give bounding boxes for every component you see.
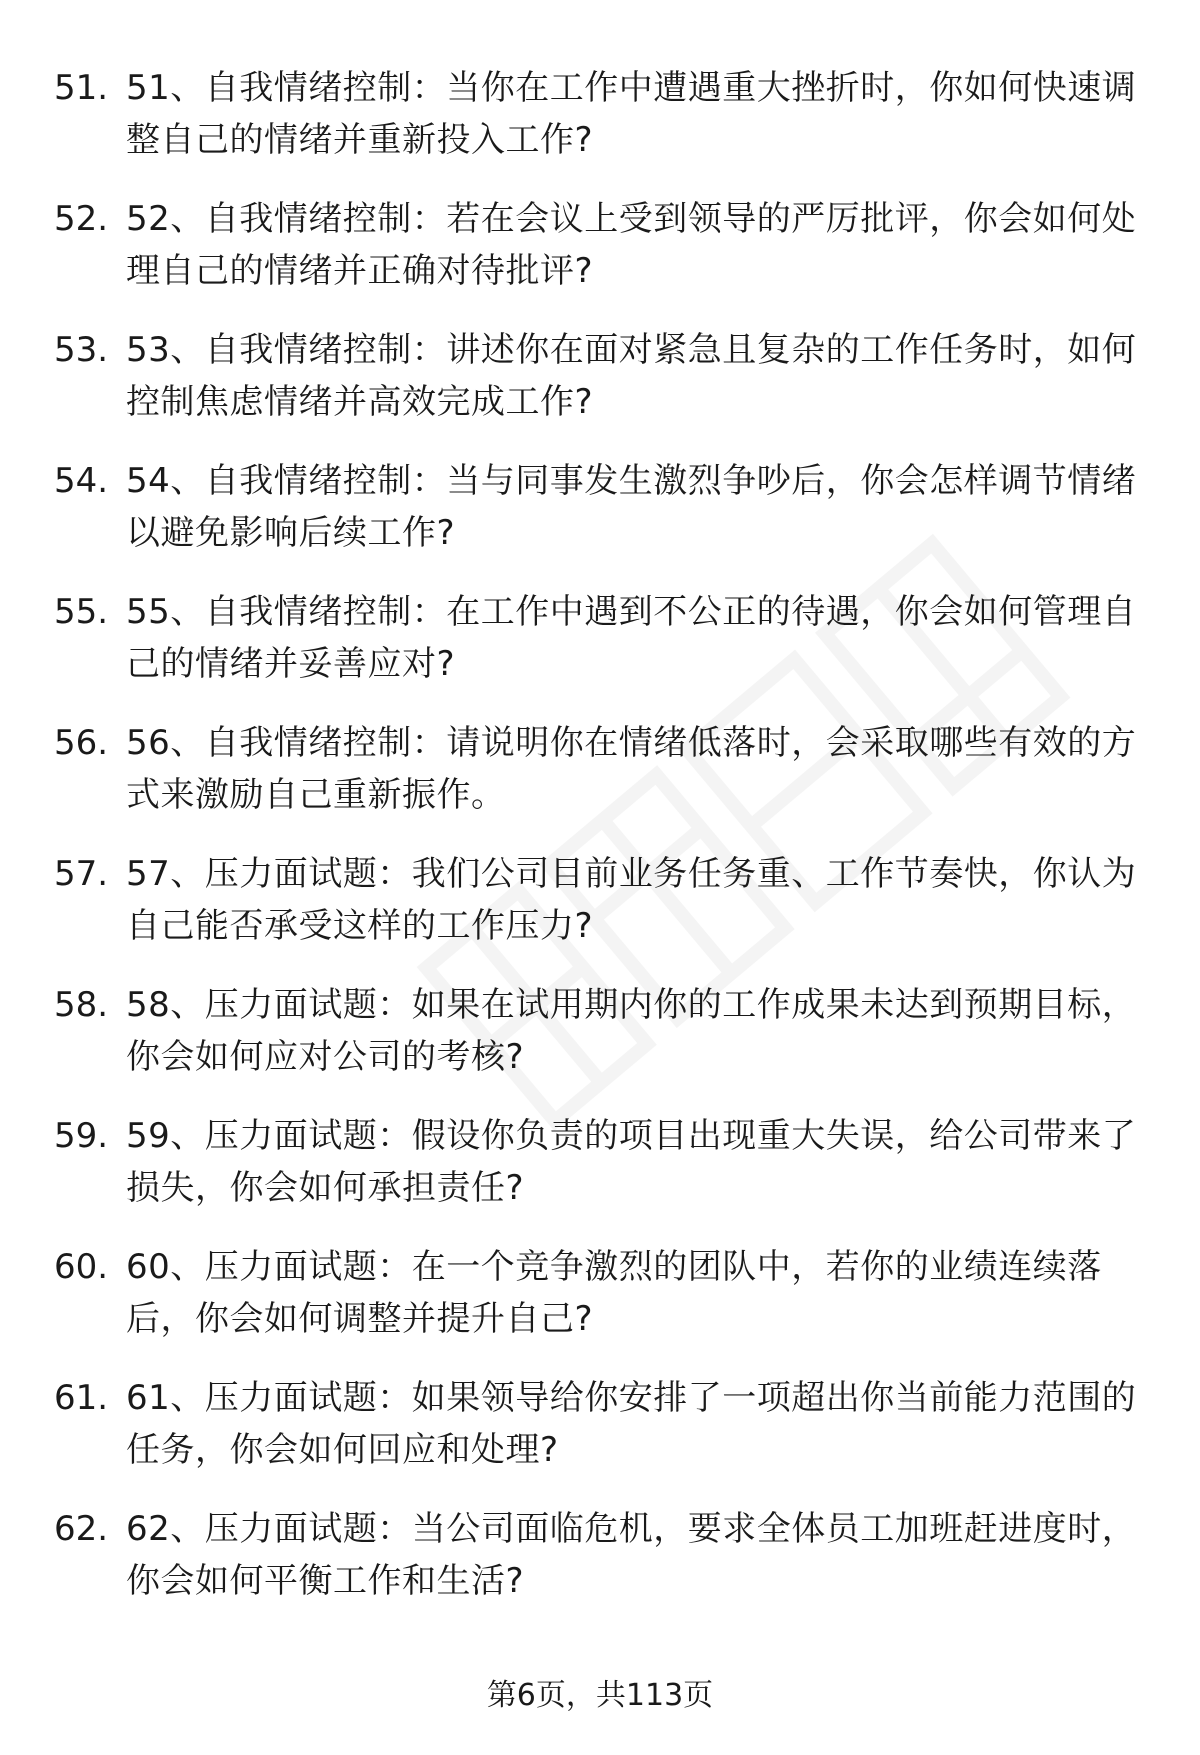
list-item (0, 717, 1200, 848)
list-item (0, 1110, 1200, 1241)
question-text: 58、压力面试题：如果在试用期内你的工作成果未达到预期目标，你会如何应对公司的考核? (126, 985, 1137, 1077)
page-footer: 第6页，共113页 (486, 1678, 714, 1713)
question-number: 56. (54, 723, 109, 763)
list-item (0, 1372, 1200, 1503)
question-text: 55、自我情绪控制：在工作中遇到不公正的待遇，你会如何管理自己的情绪并妥善应对? (126, 592, 1137, 684)
list-item (0, 979, 1200, 1110)
question-list (0, 62, 1200, 1634)
question-number: 58. (54, 985, 109, 1025)
list-item (0, 455, 1200, 586)
question-text: 54、自我情绪控制：当与同事发生激烈争吵后，你会怎样调节情绪以避免影响后续工作? (126, 461, 1137, 553)
question-text: 60、压力面试题：在一个竞争激烈的团队中，若你的业绩连续落后，你会如何调整并提升自己? (126, 1247, 1102, 1339)
question-text: 51、自我情绪控制：当你在工作中遭遇重大挫折时，你如何快速调整自己的情绪并重新投入工作? (126, 68, 1137, 160)
question-number: 62. (54, 1509, 109, 1549)
question-text: 59、压力面试题：假设你负责的项目出现重大失误，给公司带来了损失，你会如何承担责任? (126, 1116, 1137, 1208)
question-text: 52、自我情绪控制：若在会议上受到领导的严厉批评，你会如何处理自己的情绪并正确对待批评? (126, 199, 1137, 291)
question-number: 55. (54, 592, 109, 632)
question-text: 53、自我情绪控制：讲述你在面对紧急且复杂的工作任务时，如何控制焦虑情绪并高效完成工作? (126, 330, 1137, 422)
question-number: 51. (54, 68, 109, 108)
list-item (0, 193, 1200, 324)
question-number: 61. (54, 1378, 109, 1418)
question-text: 57、压力面试题：我们公司目前业务任务重、工作节奏快，你认为自己能否承受这样的工作压力? (126, 854, 1137, 946)
question-number: 60. (54, 1247, 109, 1287)
list-item (0, 1241, 1200, 1372)
question-number: 53. (54, 330, 109, 370)
list-item (0, 586, 1200, 717)
list-item (0, 1503, 1200, 1634)
question-text: 61、压力面试题：如果领导给你安排了一项超出你当前能力范围的任务，你会如何回应和处理? (126, 1378, 1137, 1470)
question-number: 54. (54, 461, 109, 501)
list-item (0, 62, 1200, 193)
list-item (0, 324, 1200, 455)
list-item (0, 848, 1200, 979)
question-number: 52. (54, 199, 109, 239)
question-text: 56、自我情绪控制：请说明你在情绪低落时，会采取哪些有效的方式来激励自己重新振作。 (126, 723, 1137, 815)
question-number: 57. (54, 854, 109, 894)
question-text: 62、压力面试题：当公司面临危机，要求全体员工加班赶进度时，你会如何平衡工作和生活? (126, 1509, 1137, 1601)
question-number: 59. (54, 1116, 109, 1156)
